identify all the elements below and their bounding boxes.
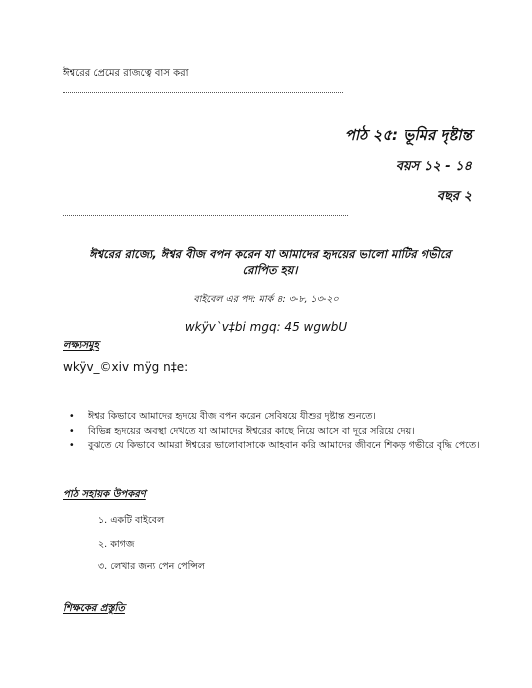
dotted-divider-middle bbox=[63, 215, 348, 216]
bullet-icon: • bbox=[69, 425, 75, 437]
series-title: ঈশ্বরের প্রেমের রাজত্বে বাস করা bbox=[63, 68, 189, 79]
coded-reference: wkÿv`v‡bi mgq: 45 wgwbU bbox=[184, 320, 348, 334]
objective-text: ঈশ্বর কিভাবে আমাদের হৃদয়ে বীজ বপন করেন সেবিষয়ে যীশুর দৃষ্টান্ত শুনতে। bbox=[88, 411, 376, 422]
theme-statement: ঈশ্বরের রাজ্যে, ঈশ্বর বীজ বপন করেন যা আমাদের হৃদয়ের ভালো মাটির গভীরে রোপিত হয়। bbox=[89, 247, 451, 277]
objectives-heading: লক্ষ্যসমূহ bbox=[63, 340, 99, 351]
list-item: ২. কাগজ bbox=[98, 539, 135, 550]
objectives-intro: wkÿv_©xiv mÿg n‡e: bbox=[63, 360, 189, 374]
lesson-title: পাঠ ২৫: ভূমির দৃষ্টান্ত bbox=[344, 126, 472, 144]
list-item: ১. একটি বাইবেল bbox=[98, 515, 165, 526]
list-item bbox=[63, 410, 483, 425]
bullet-icon: • bbox=[69, 440, 75, 451]
dotted-divider-top bbox=[63, 92, 343, 93]
bible-reference: বাইবেল এর পদ: মার্ক ৪: ৩-৮, ১৩-২০ bbox=[193, 294, 339, 305]
list-item: ৩. লেখার জন্য পেন পেন্সিল bbox=[98, 561, 205, 572]
list-item bbox=[63, 439, 483, 454]
objectives-list bbox=[63, 410, 483, 454]
objective-text: বুঝতে যে কিভাবে আমরা ঈশ্বরের ভালোবাসাকে আহবান করি আমাদের জীবনে শিকড় গভীরে বৃদ্ধি পেতে। bbox=[88, 440, 480, 451]
year-label: বছর ২ bbox=[436, 189, 472, 204]
preparation-heading: শিক্ষকের প্রস্তুতি bbox=[63, 603, 125, 614]
list-item bbox=[63, 425, 483, 440]
materials-heading: পাঠ সহায়ক উপকরণ bbox=[63, 489, 146, 500]
objective-text: বিভিন্ন হৃদয়ের অবস্থা দেখতে যা আমাদের ঈশ্বরের কাছে নিয়ে আসে বা দূরে সরিয়ে দেয়। bbox=[88, 425, 415, 437]
age-range: বয়স ১২ - ১৪ bbox=[395, 159, 472, 174]
bullet-icon: • bbox=[69, 411, 75, 422]
